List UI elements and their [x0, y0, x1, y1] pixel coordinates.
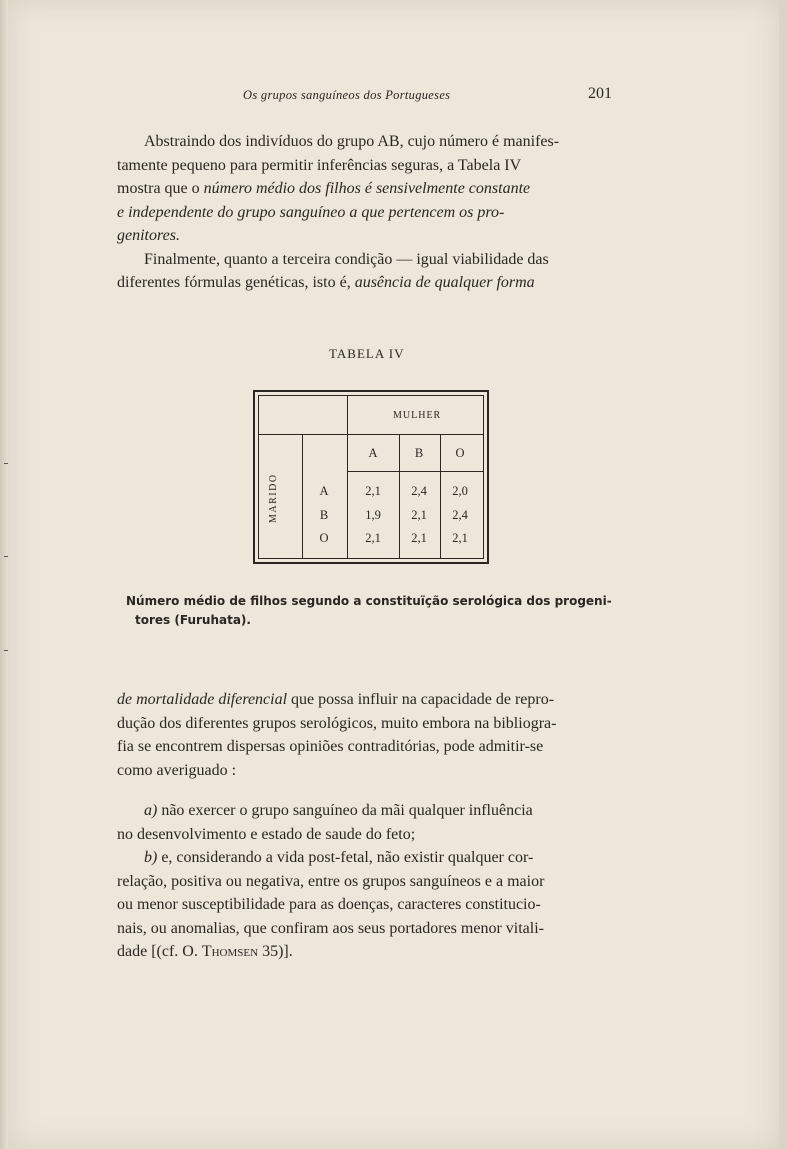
emphasis: de mortalidade diferencial [117, 691, 288, 708]
table-cell: 1,9 [365, 508, 381, 522]
text-line: no desenvolvimento e estado de saude do feto; [117, 825, 416, 843]
row-header: O [319, 531, 329, 545]
page-number: 201 [588, 85, 612, 102]
text-run: não exercer o grupo sanguíneo da mãi qualquer influência [157, 802, 533, 819]
list-items [117, 799, 617, 964]
page-edge [0, 0, 8, 1149]
table-caption [126, 592, 618, 630]
row-header: A [319, 484, 329, 498]
table-divider [259, 434, 483, 435]
table-divider [302, 434, 303, 558]
caption-line: Número médio de filhos segundo a constituïção serológica dos progeni- [126, 594, 612, 608]
text-line: dução dos diferentes grupos serológicos, muito embora na bibliogra- [117, 714, 557, 732]
list-item-a [117, 799, 617, 823]
text-line [117, 271, 617, 295]
table-cell: 2,0 [452, 484, 468, 498]
table-cell: 2,1 [411, 508, 427, 522]
emphasis: e independente do grupo sanguíneo a que pertencem os pro- [117, 203, 505, 221]
row-group-header: MARIDO [268, 473, 279, 523]
text-line: tamente pequeno para permitir inferências seguras, a Tabela IV [117, 156, 522, 174]
running-title: Os grupos sanguíneos dos Portugueses [243, 88, 451, 102]
text-run: que possa influir na capacidade de repro- [287, 691, 555, 708]
text-run: diferentes fórmulas genéticas, isto é, [117, 274, 355, 291]
emphasis: número médio dos filhos é sensivelmente constante [203, 180, 531, 197]
table-title: TABELA IV [329, 346, 405, 361]
table-cell: 2,4 [411, 484, 427, 498]
emphasis: genitores. [117, 227, 180, 244]
table-cell: 2,4 [452, 508, 468, 522]
paragraph-1 [117, 130, 617, 295]
book-page [8, 0, 779, 1149]
table-cell: 2,1 [411, 531, 427, 545]
emphasis: ausência de qualquer forma [354, 274, 535, 291]
text-run: mostra que o [117, 180, 204, 197]
row-header: B [319, 508, 329, 522]
table-divider [347, 396, 348, 558]
table-cell: 2,1 [452, 531, 468, 545]
text-line: como averiguado : [117, 761, 237, 779]
table-divider [347, 471, 483, 472]
column-header: B [414, 446, 424, 460]
text-line [117, 940, 617, 964]
list-marker: a) [144, 802, 158, 819]
text-line: Abstraindo dos indivíduos do grupo AB, cujo número é manifes- [144, 133, 560, 150]
page-header [8, 85, 779, 109]
table-cell: 2,1 [365, 484, 381, 498]
text-line: nais, ou anomalias, que confiram aos seus portadores menor vitali- [117, 919, 544, 937]
text-run: 35)]. [258, 943, 293, 960]
column-header: O [455, 446, 465, 460]
table-inner-frame [258, 395, 484, 559]
text-run: dade [(cf. O. [117, 943, 202, 960]
text-line [117, 177, 617, 201]
text-line: fia se encontrem dispersas opiniões contraditórias, pode admitir-se [117, 738, 544, 755]
text-line: ou menor susceptibilidade para as doenças, caracteres constitucio- [117, 896, 541, 913]
text-line [117, 688, 617, 712]
column-header: A [368, 446, 378, 460]
data-table [253, 390, 489, 564]
list-marker: b) [144, 849, 158, 866]
caption-line: tores (Furuhata). [135, 613, 251, 627]
text-line [117, 224, 617, 248]
text-run: e, considerando a vida post-fetal, não existir qualquer cor- [157, 849, 534, 866]
text-line: relação, positiva ou negativa, entre os grupos sanguíneos e a maior [117, 872, 545, 890]
column-group-header: MULHER [393, 410, 442, 421]
text-line [117, 201, 617, 225]
list-item-b [117, 846, 617, 870]
table-cell: 2,1 [365, 531, 381, 545]
author-name: Thomsen [201, 943, 259, 960]
paragraph-3 [117, 688, 617, 782]
text-line: Finalmente, quanto a terceira condição — igual viabilidade das [144, 250, 549, 268]
